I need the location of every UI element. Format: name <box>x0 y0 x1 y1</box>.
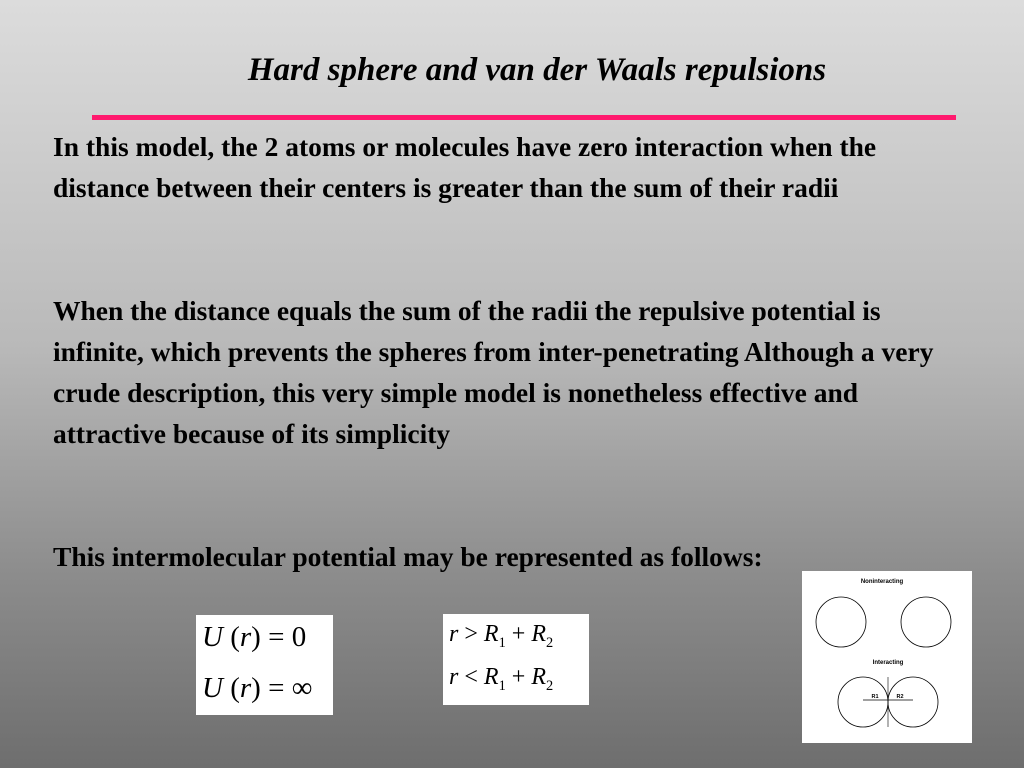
cond-rel: > <box>464 621 478 647</box>
cond-rel: < <box>464 664 478 690</box>
potential-equations-box <box>196 615 333 715</box>
condition-row-1 <box>449 621 553 652</box>
cond-op: + <box>511 664 526 690</box>
noninteracting-sphere-left <box>816 597 866 647</box>
cond-sub-1: 1 <box>498 634 506 651</box>
cond-sub-1: 1 <box>498 677 506 694</box>
interacting-sphere-left <box>838 677 888 727</box>
eq-func: U <box>202 672 223 704</box>
condition-equations-box <box>443 614 589 705</box>
interacting-label: Interacting <box>872 660 904 666</box>
eq-rel: = <box>268 621 285 653</box>
potential-equation-row-1: U (r) = 0 <box>202 621 307 653</box>
noninteracting-label: Noninteracting <box>860 579 904 585</box>
paragraph-zero-interaction: In this model, the 2 atoms or molecules have zero interaction when the distance between their centers is greater than the sum of their radii <box>53 131 877 203</box>
eq-var: r <box>239 672 252 704</box>
cond-sub-2: 2 <box>545 677 554 694</box>
paragraph-infinite-repulsion: When the distance equals the sum of the radii the repulsive potential is infinite, which prevents the spheres from inter-penetrating Although a very crude description, this very simple model is nonetheless effective and attractive because of its simplicity <box>53 295 934 449</box>
eq-rel: = <box>268 672 285 704</box>
cond-var: r <box>449 664 459 690</box>
hard-sphere-diagram <box>802 571 972 743</box>
cond-radius-2: R <box>531 621 546 647</box>
cond-op: + <box>511 621 526 647</box>
hard-sphere-diagram-svg <box>802 571 972 743</box>
cond-var: r <box>449 621 459 647</box>
radius-label-r1: R1 <box>871 694 879 700</box>
eq-var: r <box>239 621 252 653</box>
slide-title: Hard sphere and van der Waals repulsions <box>247 52 827 88</box>
title-underline <box>92 115 956 120</box>
noninteracting-sphere-right <box>901 597 951 647</box>
cond-radius-2: R <box>531 664 546 690</box>
condition-row-2 <box>449 664 553 695</box>
cond-sub-2: 2 <box>545 634 554 651</box>
radius-label-r2: R2 <box>896 694 904 700</box>
eq-value: 0 <box>291 621 307 653</box>
potential-equation-row-2: U (r) = ∞ <box>202 672 313 704</box>
interacting-sphere-right <box>888 677 938 727</box>
cond-radius-1: R <box>483 664 499 690</box>
eq-func: U <box>202 621 223 653</box>
eq-value: ∞ <box>291 672 313 704</box>
paragraph-representation: This intermolecular potential may be represented as follows: <box>53 541 763 572</box>
cond-radius-1: R <box>483 621 499 647</box>
